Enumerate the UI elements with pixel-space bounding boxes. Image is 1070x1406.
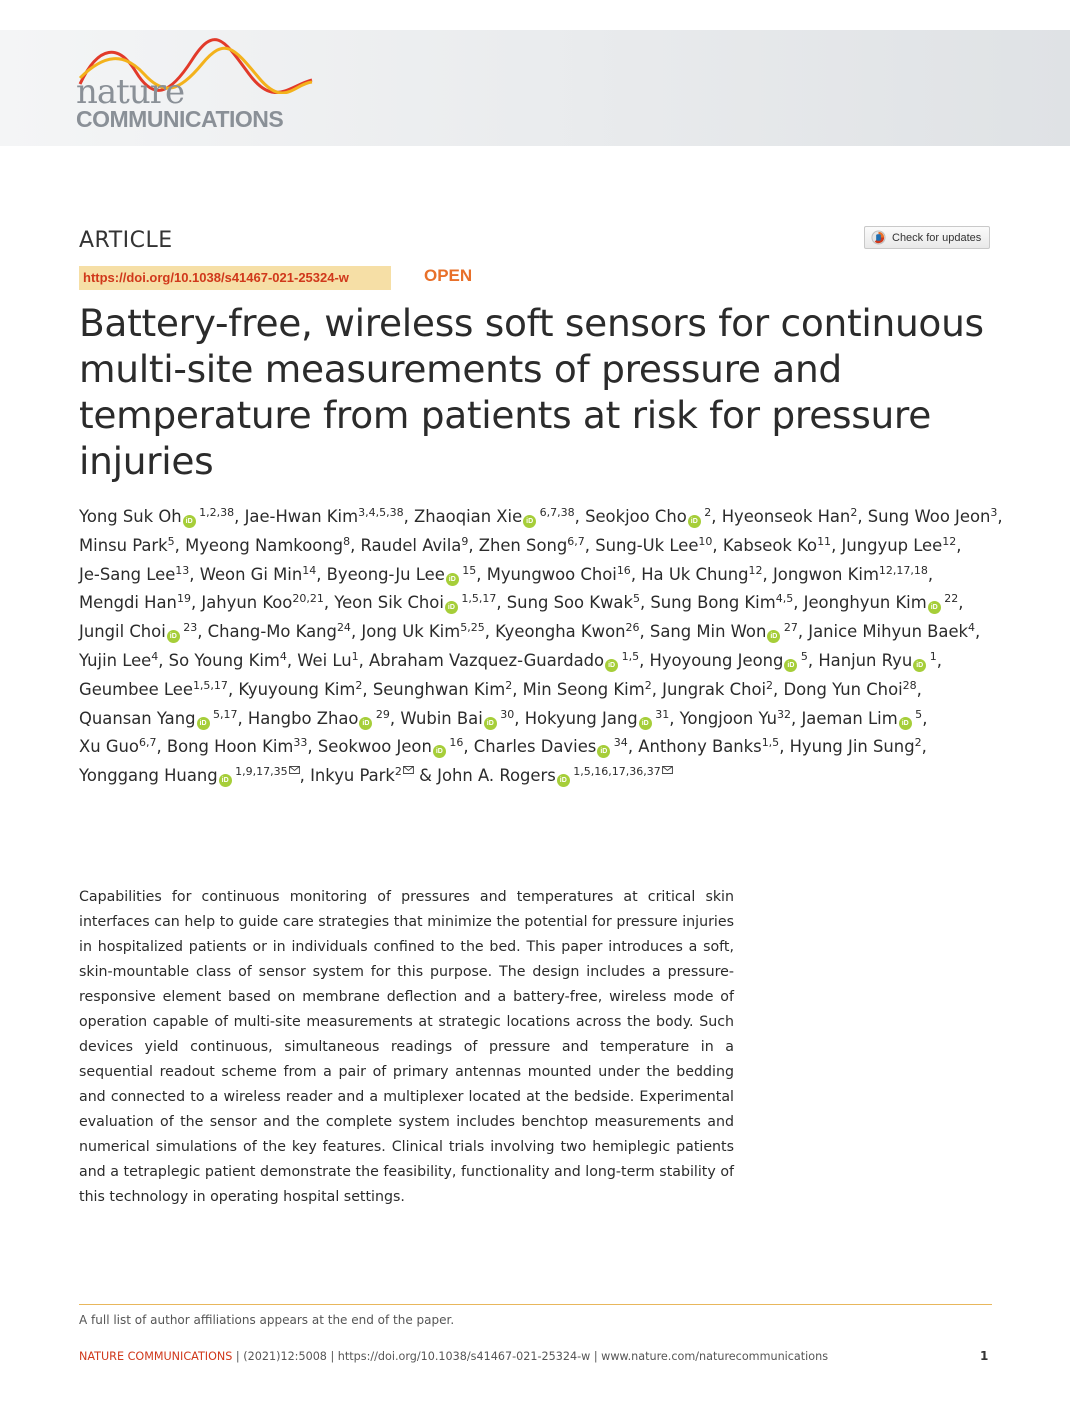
author-entry bbox=[200, 565, 317, 584]
orcid-icon[interactable]: iD bbox=[899, 717, 912, 730]
author-affiliation-numbers: 33 bbox=[293, 736, 308, 750]
author-affiliation-numbers: 12,17,18 bbox=[878, 563, 928, 577]
author-name[interactable]: Ha Uk Chung bbox=[641, 564, 749, 584]
check-for-updates-label: Check for updates bbox=[892, 231, 982, 244]
author-entry bbox=[783, 680, 916, 699]
author-entry bbox=[868, 507, 998, 526]
orcid-icon[interactable]: iD bbox=[688, 515, 701, 528]
author-entry bbox=[79, 651, 158, 670]
author-affiliation-numbers: 6,7,38 bbox=[536, 506, 575, 519]
author-name[interactable]: Geumbee Lee bbox=[79, 679, 193, 699]
author-entry bbox=[641, 565, 762, 584]
envelope-icon[interactable] bbox=[289, 766, 300, 774]
orcid-icon[interactable]: iD bbox=[597, 745, 610, 758]
orcid-icon[interactable]: iD bbox=[784, 659, 797, 672]
author-affiliation-numbers: 29 bbox=[372, 707, 390, 721]
page-number: 1 bbox=[980, 1349, 989, 1363]
orcid-icon[interactable]: iD bbox=[557, 774, 570, 787]
author-name[interactable]: Je-Sang Lee bbox=[79, 564, 176, 584]
orcid-icon[interactable]: iD bbox=[523, 515, 536, 528]
author-affiliation-numbers: 20,21 bbox=[292, 592, 324, 606]
author-entry bbox=[167, 737, 308, 756]
author-entry bbox=[79, 680, 228, 699]
author-affiliation-numbers: 16 bbox=[616, 563, 631, 577]
author-name[interactable]: Hyeonseok Han bbox=[721, 507, 851, 526]
author-affiliation-numbers: 13 bbox=[175, 563, 190, 577]
author-name[interactable]: Jongwon Kim bbox=[772, 564, 879, 584]
author-entry bbox=[373, 680, 512, 699]
author-affiliation-numbers: 9 bbox=[461, 534, 469, 548]
author-name[interactable]: Myungwoo Choi bbox=[486, 564, 617, 584]
author-name[interactable]: Yeon Sik Choi bbox=[334, 593, 444, 613]
orcid-icon[interactable]: iD bbox=[484, 717, 497, 730]
author-name[interactable]: Anthony Banks bbox=[638, 737, 762, 757]
author-affiliation-numbers: 2 bbox=[505, 678, 513, 692]
author-name[interactable]: Yonggang Huang bbox=[79, 766, 218, 786]
orcid-icon[interactable]: iD bbox=[433, 745, 446, 758]
author-name[interactable]: John A. Rogers bbox=[437, 766, 556, 786]
author-name[interactable]: Hanjun Ryu bbox=[818, 650, 913, 670]
author-entry bbox=[360, 536, 468, 555]
author-affiliation-numbers: 2 bbox=[766, 678, 774, 692]
author-entry bbox=[185, 536, 350, 555]
author-name[interactable]: Zhen Song bbox=[478, 535, 568, 555]
author-affiliation-numbers: 5 bbox=[911, 707, 923, 721]
author-affiliation-numbers: 27 bbox=[780, 621, 798, 635]
author-name[interactable]: Wei Lu bbox=[297, 650, 352, 670]
author-name[interactable]: Hokyung Jang bbox=[524, 708, 638, 728]
author-name[interactable]: Seokjoo Cho bbox=[585, 507, 687, 526]
author-affiliation-numbers: 5 bbox=[167, 534, 175, 548]
author-entry bbox=[808, 622, 975, 641]
author-name[interactable]: Myeong Namkoong bbox=[185, 535, 344, 555]
author-name[interactable]: Sang Min Won bbox=[649, 622, 767, 642]
author-affiliation-numbers: 1,2,38 bbox=[195, 506, 235, 519]
author-name[interactable]: Sung Soo Kwak bbox=[506, 593, 633, 613]
author-entry bbox=[650, 651, 808, 670]
author-name[interactable]: So Young Kim bbox=[168, 650, 280, 670]
author-entry bbox=[801, 709, 922, 728]
author-entry bbox=[201, 593, 323, 612]
author-entry bbox=[414, 507, 575, 526]
author-entry bbox=[361, 622, 484, 641]
author-entry bbox=[245, 507, 404, 526]
author-entry bbox=[638, 737, 779, 756]
author-entry bbox=[318, 737, 464, 756]
author-entry bbox=[297, 651, 358, 670]
author-affiliation-numbers: 32 bbox=[777, 707, 792, 721]
author-entry bbox=[525, 709, 670, 728]
author-affiliation-numbers: 14 bbox=[302, 563, 317, 577]
abstract: Capabilities for continuous monitoring of pressures and temperatures at critical skin interfaces can help to guide care strategies that minimize the potential for pressure injuries in hospitalized patients or in individuals confined to the bed. This paper introduces a soft, skin-mountable class of sensor system for this purpose. The design includes a pressure-responsive element based on membrane deflection and a battery-free, wireless mode of operation capable of multi-site measurements at strategic locations across the body. Such devices yield continuous, simultaneous readings of pressure and temperature in a sequential readout scheme from a pair of primary antennas mounted under the bedding and connected to a wireless reader and a multiplexer located at the bedside. Experimental evaluation of the sensor and the complete system includes benchtop measurements and numerical simulations of the key features. Clinical trials involving two hemiplegic patients and a tetraplegic patient demonstrate the feasibility, functionality and long-term stability of this technology in operating hospital settings. bbox=[79, 889, 734, 1205]
author-affiliation-numbers: 12 bbox=[748, 563, 763, 577]
author-name[interactable]: Yujin Lee bbox=[79, 650, 152, 670]
check-for-updates-button[interactable] bbox=[864, 226, 990, 249]
orcid-icon[interactable]: iD bbox=[928, 601, 941, 614]
author-name[interactable]: Sung Bong Kim bbox=[650, 593, 776, 613]
update-badge-icon bbox=[871, 230, 886, 245]
author-name[interactable]: Jong Uk Kim bbox=[361, 622, 461, 642]
author-entry bbox=[722, 507, 858, 526]
author-name[interactable]: Raudel Avila bbox=[360, 535, 462, 555]
author-entry bbox=[79, 507, 234, 526]
author-name[interactable]: Quansan Yang bbox=[79, 708, 196, 728]
author-affiliation-numbers: 19 bbox=[176, 592, 191, 606]
author-affiliation-numbers: 1 bbox=[351, 649, 359, 663]
author-affiliation-numbers: 2 bbox=[394, 765, 402, 779]
author-affiliation-numbers: 4 bbox=[151, 649, 159, 663]
author-name[interactable]: Kyeongha Kwon bbox=[495, 622, 626, 642]
author-entry bbox=[474, 737, 628, 756]
author-entry bbox=[79, 709, 238, 728]
author-affiliation-numbers: 15 bbox=[458, 563, 477, 577]
author-affiliation-numbers: 5,17 bbox=[209, 707, 238, 721]
footnote-divider bbox=[79, 1304, 992, 1305]
author-entry bbox=[79, 593, 191, 612]
author-name[interactable]: Jahyun Koo bbox=[201, 593, 293, 613]
author-entry bbox=[327, 565, 477, 584]
author-entry bbox=[79, 565, 189, 584]
author-entry bbox=[773, 565, 928, 584]
author-entry bbox=[79, 536, 175, 555]
author-affiliation-numbers: 3 bbox=[990, 506, 998, 519]
author-affiliation-numbers: 2 bbox=[644, 678, 652, 692]
author-affiliation-numbers: 4 bbox=[968, 621, 976, 635]
author-name[interactable]: Weon Gi Min bbox=[199, 564, 303, 584]
author-name[interactable]: Jaeman Lim bbox=[801, 708, 898, 728]
author-entry bbox=[487, 565, 631, 584]
author-entry bbox=[507, 593, 640, 612]
author-name[interactable]: Jungil Choi bbox=[79, 622, 166, 642]
author-affiliation-numbers: 1,5,17 bbox=[457, 592, 497, 606]
author-entry bbox=[310, 766, 414, 785]
author-affiliation-numbers: 4 bbox=[279, 649, 287, 663]
author-entry bbox=[662, 680, 773, 699]
article-title: Battery-free, wireless soft sensors for continuous multi-site measurements of pressure and temperature from patients at risk for pressure injuries bbox=[79, 301, 984, 483]
author-name[interactable]: Seokwoo Jeon bbox=[317, 737, 432, 757]
author-affiliation-numbers: 10 bbox=[698, 534, 713, 548]
author-affiliation-numbers: 11 bbox=[817, 534, 832, 548]
orcid-icon[interactable]: iD bbox=[767, 630, 780, 643]
author-affiliation-numbers: 2 bbox=[355, 678, 363, 692]
author-name[interactable]: Jeonghyun Kim bbox=[803, 593, 927, 613]
author-name[interactable]: Jungrak Choi bbox=[662, 679, 767, 699]
orcid-icon[interactable]: iD bbox=[605, 659, 618, 672]
author-affiliation-numbers: 1,5 bbox=[618, 649, 640, 663]
author-name[interactable]: Byeong-Ju Lee bbox=[326, 564, 445, 584]
author-affiliation-numbers: 5,25 bbox=[460, 621, 485, 635]
author-entry bbox=[495, 622, 639, 641]
author-name[interactable]: Abraham Vazquez-Guardado bbox=[369, 650, 605, 670]
author-name[interactable]: Chang-Mo Kang bbox=[207, 622, 337, 642]
page-footer bbox=[79, 1350, 992, 1363]
author-entry bbox=[238, 680, 362, 699]
author-name[interactable]: Wubin Bai bbox=[400, 708, 483, 728]
author-entry bbox=[650, 593, 793, 612]
author-list: Yong Suk Oh iD $^{1,2,38}$, Jae-Hwan Kim$^{3,4,5,38}$, Zhaoqian Xie iD $^{6,7,38}$, Seokjoo Cho iD $^2$, Hyeonseok Han$^2$, Sung Woo Jeon$^3$, Minsu Park$^5$, Myeong Namkoong$^8$, Raudel Avila$^9$, Zhen Song$^{6,7}$, Sung-Uk Lee$^{10}$, Kabseok Ko$^{11}$, Jungyup Lee$^{12}$, Je-Sang Lee$^{13}$, Weon Gi Min$^{14}$, Byeong-Ju Lee iD $^{15}$, Myungwoo Choi$^{16}$, Ha Uk Chung$^{12}$, Jongwon Kim$^{12,17,18}$, Mengdi Han$^{19}$, Jahyun Koo$^{20,21}$, Yeon Sik Choi iD $^{1,5,17}$, Sung Soo Kwak$^5$, Sung Bong Kim$^{4,5}$, Jeonghyun Kim iD $^{22}$, Jungil Choi iD $^{23}$, Chang-Mo Kang$^{24}$, Jong Uk Kim$^{5,25}$, Kyeongha Kwon$^{26}$, Sang Min Won iD $^{27}$, Janice Mihyun Baek$^4$, Yujin Lee$^4$, So Young Kim$^4$, Wei Lu$^1$, Abraham Vazquez-Guardado iD $^{1,5}$, Hyoyoung Jeong iD $^5$, Hanjun Ryu iD $^1$, Geumbee Lee$^{1,5,17}$, Kyuyoung Kim$^2$, Seunghwan Kim$^2$, Min Seong Kim$^2$, Jungrak Choi$^2$, Dong Yun Choi$^{28}$, Quansan Yang iD $^{5,17}$, Hangbo Zhao iD $^{29}$, Wubin Bai iD $^{30}$, Hokyung Jang iD $^{31}$, Yongjoon Yu$^{32}$, Jaeman Lim iD $^5$, Xu Guo$^{6,7}$, Bong Hoon Kim$^{33}$, Seokwoo Jeon iD $^{16}$, Charles Davies iD $^{34}$, Anthony Banks$^{1,5}$, Hyung Jin Sung$^2$, Yonggang Huang iD $^{1,9,17,35}$ , Inkyu Park$^2$ & John A. Rogers iD $^{1,5,16,17,36,37}$ bbox=[79, 506, 1003, 786]
orcid-icon[interactable]: iD bbox=[197, 717, 210, 730]
author-name[interactable]: Zhaoqian Xie bbox=[414, 507, 523, 526]
orcid-icon[interactable]: iD bbox=[219, 774, 232, 787]
orcid-icon[interactable]: iD bbox=[639, 717, 652, 730]
author-affiliation-numbers: 22 bbox=[940, 592, 959, 606]
author-affiliation-numbers: 4,5 bbox=[775, 592, 794, 606]
open-access-label: OPEN bbox=[424, 266, 473, 285]
author-affiliation-numbers: 2 bbox=[914, 736, 922, 750]
author-affiliation-numbers: 1,5,17 bbox=[192, 678, 228, 692]
author-affiliation-numbers: 28 bbox=[902, 678, 917, 692]
orcid-icon[interactable]: iD bbox=[446, 573, 459, 586]
author-name[interactable]: Jungyup Lee bbox=[841, 535, 943, 555]
author-name[interactable]: Sung Woo Jeon bbox=[867, 507, 991, 526]
author-entry bbox=[680, 709, 791, 728]
author-entry bbox=[169, 651, 287, 670]
author-name[interactable]: Bong Hoon Kim bbox=[166, 737, 294, 757]
author-entry bbox=[804, 593, 959, 612]
author-affiliation-numbers: 34 bbox=[610, 736, 628, 750]
author-name[interactable]: Kabseok Ko bbox=[722, 535, 818, 555]
author-affiliation-numbers: 2 bbox=[850, 506, 858, 519]
author-name[interactable]: Dong Yun Choi bbox=[783, 679, 903, 699]
author-entry bbox=[841, 536, 956, 555]
author-affiliation-numbers: 1,5 bbox=[761, 736, 780, 750]
author-name[interactable]: Charles Davies bbox=[473, 737, 597, 757]
logo-nature-text: nature bbox=[76, 72, 185, 112]
logo-communications-text: COMMUNICATIONS bbox=[76, 106, 284, 132]
author-entry bbox=[650, 622, 798, 641]
author-entry bbox=[723, 536, 831, 555]
author-name[interactable]: Jae-Hwan Kim bbox=[244, 507, 359, 526]
author-affiliation-numbers: 26 bbox=[625, 621, 640, 635]
author-affiliation-numbers: 2 bbox=[700, 506, 712, 519]
author-affiliation-numbers: 23 bbox=[179, 621, 198, 635]
author-name[interactable]: Sung-Uk Lee bbox=[595, 535, 699, 555]
author-entry bbox=[523, 680, 652, 699]
author-name[interactable]: Xu Guo bbox=[79, 737, 139, 757]
author-entry bbox=[479, 536, 585, 555]
author-entry bbox=[595, 536, 712, 555]
envelope-icon[interactable] bbox=[403, 766, 414, 774]
author-entry bbox=[79, 737, 156, 756]
author-name[interactable]: Hyoyoung Jeong bbox=[649, 650, 784, 670]
orcid-icon[interactable]: iD bbox=[913, 659, 926, 672]
orcid-icon[interactable]: iD bbox=[359, 717, 372, 730]
author-entry bbox=[437, 766, 673, 785]
author-entry bbox=[208, 622, 351, 641]
doi-link[interactable]: https://doi.org/10.1038/s41467-021-25324-w bbox=[79, 266, 391, 290]
author-entry bbox=[79, 622, 197, 641]
author-entry bbox=[369, 651, 639, 670]
author-name[interactable]: Min Seong Kim bbox=[522, 679, 645, 699]
envelope-icon[interactable] bbox=[662, 766, 673, 774]
author-name[interactable]: Janice Mihyun Baek bbox=[808, 622, 969, 642]
author-name[interactable]: Yongjoon Yu bbox=[679, 708, 778, 728]
author-affiliation-numbers: 6,7 bbox=[138, 736, 157, 750]
author-affiliation-numbers: 5 bbox=[632, 592, 640, 606]
author-entry bbox=[790, 737, 922, 756]
author-affiliation-numbers: 30 bbox=[496, 707, 515, 721]
author-name[interactable]: Yong Suk Oh bbox=[79, 507, 182, 526]
article-type-label: ARTICLE bbox=[79, 228, 173, 253]
author-affiliation-numbers: 1 bbox=[926, 649, 937, 663]
footer-citation: | (2021)12:5008 | https://doi.org/10.1038/s41467-021-25324-w | www.nature.com/naturecommunications bbox=[235, 1350, 829, 1363]
author-affiliation-numbers: 12 bbox=[942, 534, 957, 548]
author-affiliation-numbers: 5 bbox=[797, 649, 808, 663]
author-entry bbox=[585, 507, 711, 526]
author-entry bbox=[79, 766, 300, 785]
author-entry bbox=[248, 709, 390, 728]
author-name[interactable]: Seunghwan Kim bbox=[372, 679, 506, 699]
author-name[interactable]: Mengdi Han bbox=[79, 593, 177, 613]
journal-logo[interactable] bbox=[74, 34, 314, 144]
journal-banner bbox=[0, 30, 1070, 146]
author-name[interactable]: Hangbo Zhao bbox=[247, 708, 359, 728]
orcid-icon[interactable]: iD bbox=[167, 630, 180, 643]
author-affiliation-numbers: 24 bbox=[336, 621, 351, 635]
author-entry bbox=[400, 709, 514, 728]
author-affiliation-numbers: 3,4,5,38 bbox=[358, 506, 404, 519]
orcid-icon[interactable]: iD bbox=[445, 601, 458, 614]
author-name[interactable]: Kyuyoung Kim bbox=[238, 679, 356, 699]
author-affiliation-numbers: 8 bbox=[343, 534, 351, 548]
footer-journal-link[interactable]: NATURE COMMUNICATIONS bbox=[79, 1350, 233, 1363]
author-name[interactable]: Minsu Park bbox=[79, 535, 168, 555]
author-name[interactable]: Hyung Jin Sung bbox=[789, 737, 915, 757]
author-affiliation-numbers: 31 bbox=[651, 707, 670, 721]
author-name[interactable]: Inkyu Park bbox=[310, 766, 395, 786]
author-affiliation-numbers: 6,7 bbox=[567, 534, 585, 548]
author-affiliation-numbers: 1,5,16,17,36,37 bbox=[569, 765, 661, 779]
affiliations-note: A full list of author affiliations appears at the end of the paper. bbox=[79, 1313, 455, 1327]
author-affiliation-numbers: 16 bbox=[445, 736, 464, 750]
author-entry bbox=[334, 593, 496, 612]
author-affiliation-numbers: 1,9,17,35 bbox=[231, 765, 288, 779]
orcid-icon[interactable]: iD bbox=[183, 515, 196, 528]
author-entry bbox=[818, 651, 936, 670]
